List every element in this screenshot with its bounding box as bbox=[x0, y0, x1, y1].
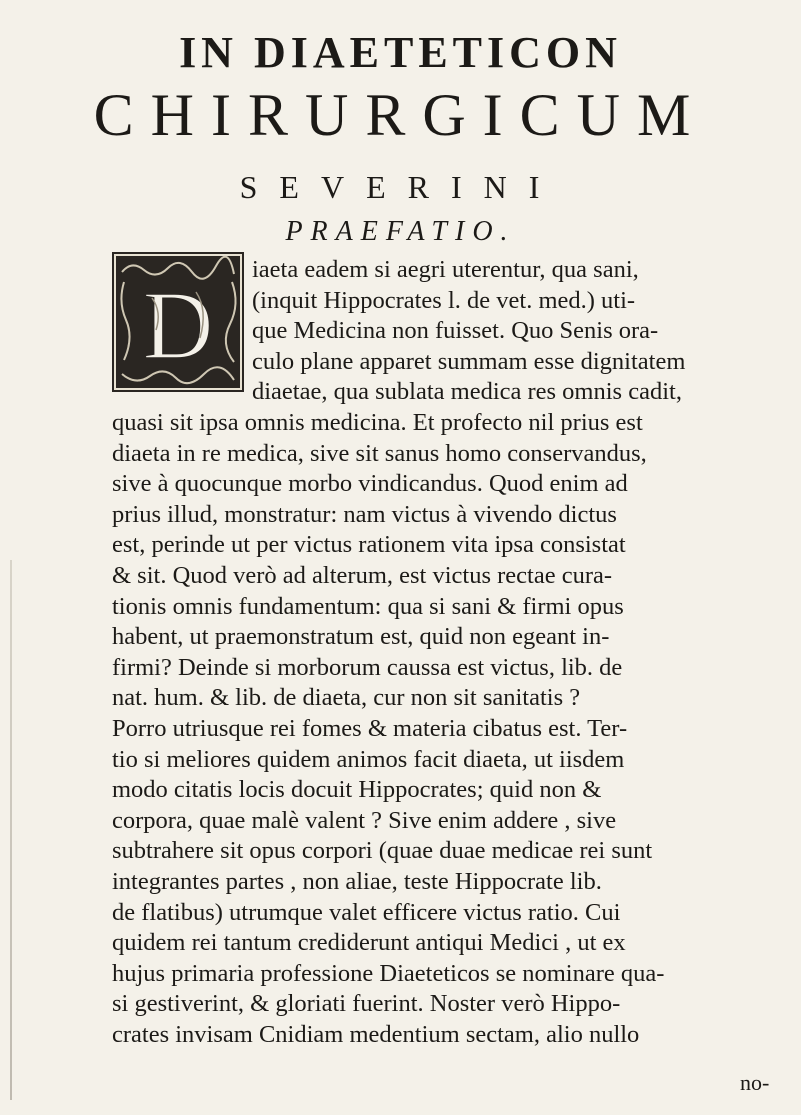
text-line: integrantes partes , non aliae, teste Hippocrate lib. bbox=[112, 868, 602, 895]
text-line: diaetae, qua sublata medica res omnis cadit, bbox=[252, 378, 682, 406]
text-line: firmi? Deinde si morborum caussa est victus, lib. de bbox=[112, 653, 623, 681]
text-line: sive à quocunque morbo vindicandus. Quod enim ad bbox=[112, 470, 628, 498]
text-line: de flatibus) utrumque valet efficere victus ratio. Cui bbox=[112, 898, 621, 926]
text-line: nat. hum. & lib. de diaeta, cur non sit sanitatis ? bbox=[112, 684, 581, 712]
title-line-3: SEVERINI bbox=[239, 169, 562, 205]
section-title: PRAEFATIO. bbox=[285, 216, 516, 247]
page-edge-shadow bbox=[10, 560, 12, 1100]
text-line: diaeta in re medica, sive sit sanus homo conservandus, bbox=[112, 439, 647, 467]
decorated-initial-d bbox=[112, 252, 244, 392]
text-line: & sit. Quod verò ad alterum, est victus rectae cura- bbox=[112, 562, 613, 589]
text-line: subtrahere sit opus corpori (quae duae medicae rei sunt bbox=[112, 837, 653, 865]
title-line-2: CHIRURGICUM bbox=[93, 82, 708, 148]
text-line: est, perinde ut per victus rationem vita ipsa consistat bbox=[112, 531, 626, 559]
catchword: no- bbox=[740, 1070, 770, 1095]
text-line: si gestiverint, & gloriati fuerint. Noster verò Hippo- bbox=[112, 990, 621, 1018]
initial-letter: D bbox=[142, 272, 214, 380]
ornament-initial-image bbox=[112, 252, 244, 392]
text-line: modo citatis locis docuit Hippocrates; quid non & bbox=[112, 776, 602, 804]
text-line: habent, ut praemonstratum est, quid non egeant in- bbox=[112, 623, 610, 651]
text-line: Porro utriusque rei fomes & materia cibatus est. Ter- bbox=[112, 715, 628, 742]
text-line: tionis omnis fundamentum: qua si sani & firmi opus bbox=[112, 592, 624, 620]
text-line: crates invisam Cnidiam medentium sectam, alio nullo bbox=[112, 1021, 640, 1048]
text-line: corpora, quae malè valent ? Sive enim addere , sive bbox=[112, 806, 617, 834]
text-line: iaeta eadem si aegri uterentur, qua sani, bbox=[252, 256, 639, 283]
text-line: quidem rei tantum crediderunt antiqui Medici , ut ex bbox=[112, 929, 626, 957]
text-line: hujus primaria professione Diaeteticos se nominare qua- bbox=[112, 959, 665, 987]
text-line: que Medicina non fuisset. Quo Senis ora- bbox=[252, 317, 659, 345]
title-line-1: IN DIAETETICON bbox=[179, 28, 622, 77]
text-line: culo plane apparet summam esse dignitatem bbox=[252, 347, 686, 375]
text-line: tio si meliores quidem animos facit diaeta, ut iisdem bbox=[112, 745, 625, 773]
text-line: prius illud, monstratur: nam victus à vivendo dictus bbox=[112, 500, 617, 528]
text-line: quasi sit ipsa omnis medicina. Et profecto nil prius est bbox=[112, 409, 643, 436]
text-line: (inquit Hippocrates l. de vet. med.) uti- bbox=[252, 286, 636, 314]
